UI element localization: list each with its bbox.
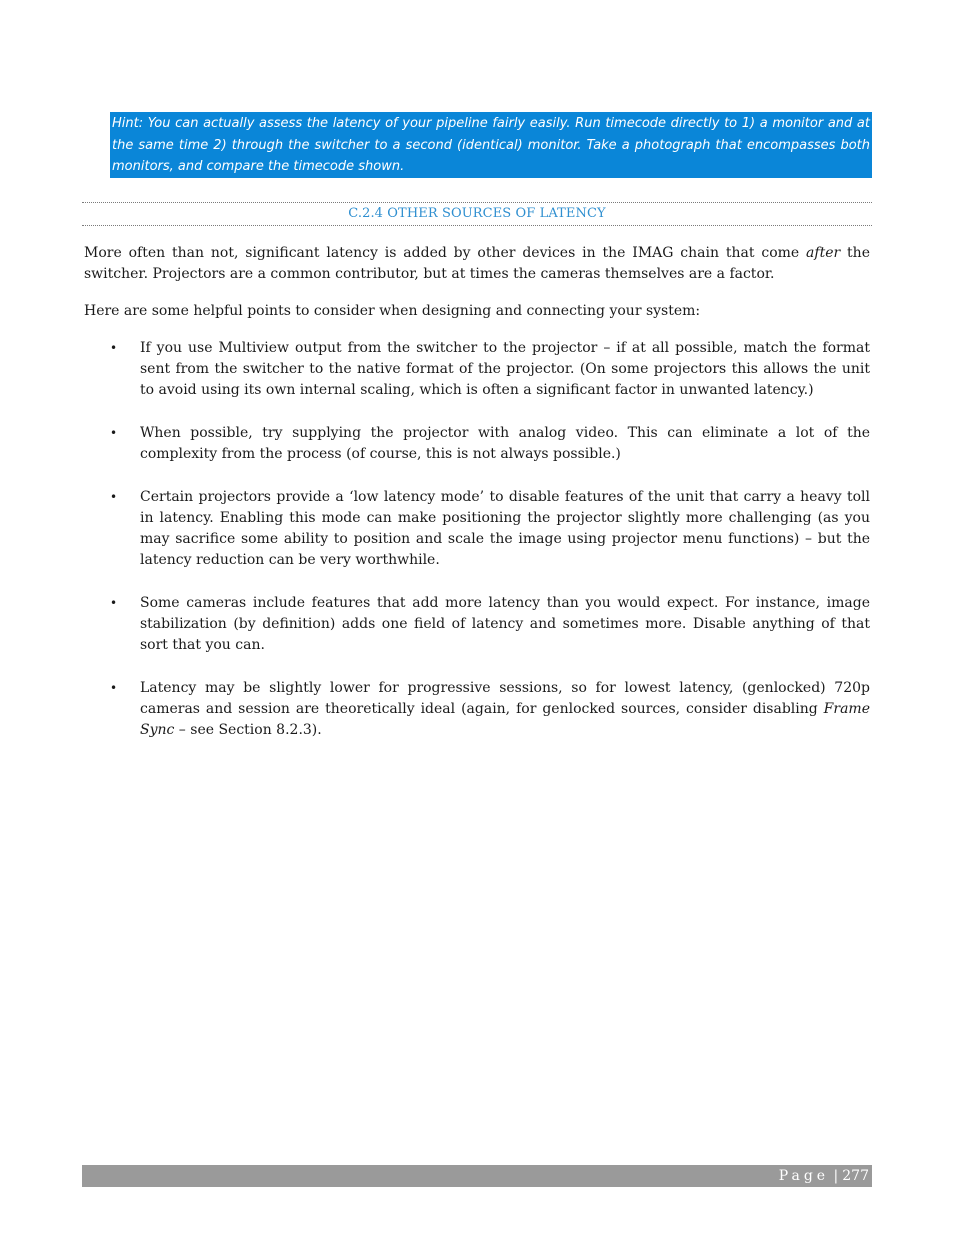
bullet-icon: • <box>110 426 118 440</box>
intro-text-part: the switcher. Projectors are a common contributor, but at times the cameras themselves are a factor. <box>84 245 870 282</box>
list-item <box>110 593 870 656</box>
bullet-icon: • <box>110 596 118 610</box>
bullet-list <box>110 338 870 741</box>
considerations-paragraph: Here are some helpful points to consider when designing and connecting your system: <box>84 303 701 319</box>
intro-paragraph <box>84 243 870 285</box>
intro-emphasis: after <box>806 245 841 261</box>
list-item-text: Some cameras include features that add more latency than you would expect. For instance, image stabilization (by definition) adds one field of latency and sometimes more. Disable anything of that sort that you can. <box>140 595 870 653</box>
section-heading <box>82 202 872 226</box>
page-label: Page <box>778 1168 830 1184</box>
list-item-emphasis: Frame Sync <box>140 701 870 738</box>
list-item-text: Certain projectors provide a ‘low latency mode’ to disable features of the unit that carry a heavy toll in latency. Enabling this mode can make positioning the projector slightly more challenging (as you may sacrifice some ability to position and scale the image using projector menu functions) – but the latency reduction can be very worthwhile. <box>140 489 870 568</box>
bullet-icon: • <box>110 681 118 695</box>
list-item-text: When possible, try supplying the projector with analog video. This can eliminate a lot of the complexity from the process (of course, this is not always possible.) <box>140 425 870 462</box>
list-item <box>110 423 870 465</box>
intro-text-part: More often than not, significant latency is added by other devices in the IMAG chain that come <box>84 245 807 261</box>
bullet-icon: • <box>110 341 118 355</box>
list-item-text-part: Latency may be slightly lower for progressive sessions, so for lowest latency, (genlocked) 720p cameras and session are theoretically ideal (again, for genlocked sources, consider disabling <box>140 680 870 717</box>
hint-box <box>110 112 872 178</box>
section-heading-text: C.2.4 OTHER SOURCES OF LATENCY <box>348 206 606 221</box>
list-item <box>110 338 870 401</box>
page-footer <box>82 1165 872 1187</box>
hint-text: Hint: You can actually assess the latency of your pipeline fairly easily. Run timecode directly to 1) a monitor and at the same time 2) through the switcher to a second (identical) monitor. Take a photograph that encompasses both monitors, and compare the timecode shown. <box>112 116 870 174</box>
list-item-text-part: – see Section 8.2.3). <box>174 722 322 738</box>
bullet-icon: • <box>110 490 118 504</box>
page-separator: | <box>833 1168 839 1184</box>
list-item <box>110 487 870 571</box>
list-item-text <box>140 680 870 738</box>
page-number: 277 <box>842 1168 869 1184</box>
list-item <box>110 678 870 741</box>
list-item-text: If you use Multiview output from the switcher to the projector – if at all possible, match the format sent from the switcher to the native format of the projector. (On some projectors this allows the unit to avoid using its own internal scaling, which is often a significant factor in unwanted latency.) <box>140 340 870 398</box>
